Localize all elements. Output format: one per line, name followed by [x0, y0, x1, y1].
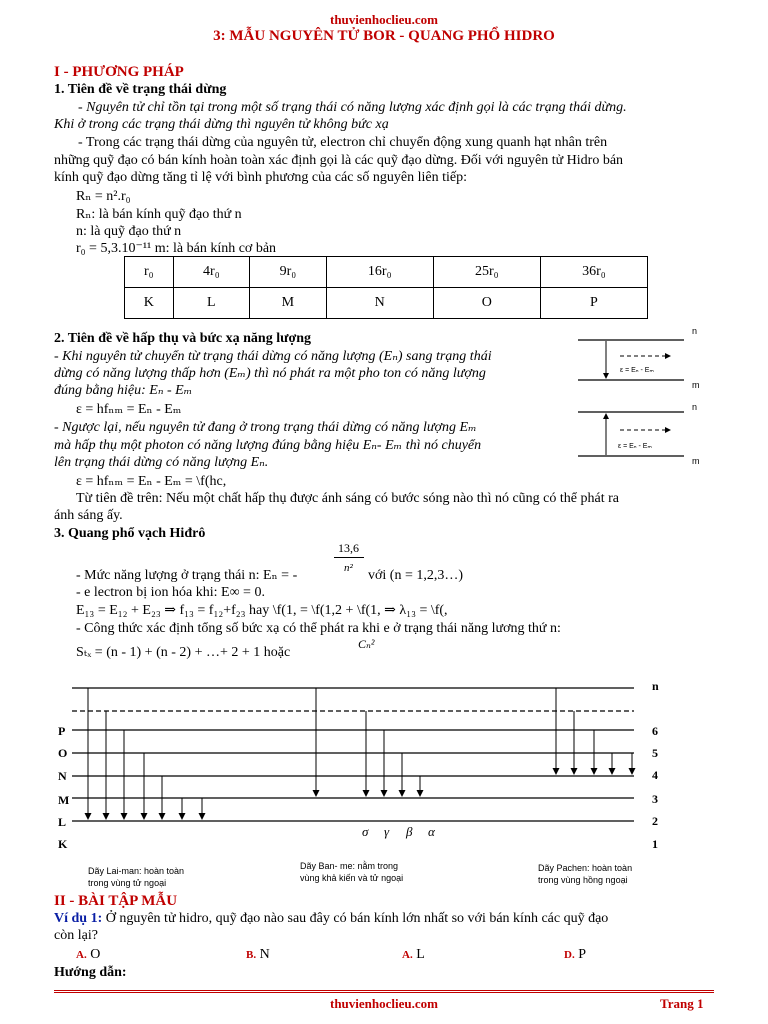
- energy-label: ε = Eₙ - Eₘ: [620, 367, 654, 374]
- fraction-bar: [334, 557, 364, 558]
- paragraph: lên trạng thái dừng có năng lượng Eₙ.: [54, 455, 269, 470]
- formula: ε = hfₙₘ = Eₙ - Eₘ = \f(hc,: [76, 474, 227, 489]
- subheading: 2. Tiên đề về hấp thụ và bức xạ năng lượng: [54, 331, 312, 346]
- table-cell: 9r₀: [250, 257, 327, 288]
- balmer-caption: Dãy Ban- me: nằm trong: [300, 861, 399, 871]
- greek-label: β: [406, 824, 413, 839]
- paragraph: còn lại?: [54, 928, 98, 943]
- table-cell: P: [540, 288, 647, 319]
- fraction-denominator: n²: [344, 562, 353, 574]
- paragraph: đúng bằng hiệu: Eₙ - Eₘ: [54, 383, 193, 398]
- paragraph: - Công thức xác định tổng số bức xạ có thể phát ra khi e ở trạng thái năng lương thứ n:: [76, 621, 561, 636]
- paragraph: dừng có năng lượng thấp hơn (Eₘ) thì nó phát ra một pho ton có năng lượng: [54, 366, 486, 381]
- table-row: [125, 257, 648, 288]
- option-key: D.: [564, 949, 575, 961]
- table-cell: 36r₀: [540, 257, 647, 288]
- greek-label: γ: [384, 824, 390, 839]
- table-row: [125, 288, 648, 319]
- paragraph: những quỹ đạo có bán kính hoàn toàn xác định gọi là các quỹ đạo dừng. Đối với nguyên tử Hidro bán: [54, 153, 624, 168]
- example-text: Ở nguyên tử hidro, quỹ đạo nào sau đây có bán kính lớn nhất so với bán kính các quỹ đạo: [102, 911, 609, 926]
- paragraph: - Ngược lại, nếu nguyên tử đang ở trong trạng thái dừng có năng lượng Eₘ: [54, 420, 477, 435]
- table-cell: K: [125, 288, 174, 319]
- level-label-right: n: [652, 679, 659, 693]
- level-label-right: 4: [652, 768, 658, 782]
- footer-site[interactable]: thuvienhoclieu.com: [330, 996, 438, 1011]
- paragraph: - e lectron bị ion hóa khi: E∞ = 0.: [76, 585, 265, 600]
- table-cell: 25r₀: [433, 257, 540, 288]
- level-label-left: L: [58, 815, 67, 829]
- level-label-left: K: [58, 837, 68, 851]
- transition-diagram: [574, 326, 710, 468]
- level-label-left: N: [58, 769, 67, 783]
- greek-label: σ: [362, 824, 369, 839]
- subheading: 3. Quang phổ vạch Hiđrô: [54, 526, 206, 541]
- orbit-table: [124, 256, 648, 319]
- paschen-caption: trong vùng hồng ngoại: [538, 875, 628, 885]
- hydrogen-spectrum-diagram: [54, 676, 714, 888]
- formula: Rₙ: là bán kính quỹ đạo thứ n: [76, 207, 242, 222]
- subheading: 1. Tiên đề về trạng thái dừng: [54, 82, 227, 97]
- paragraph: - Trong các trạng thái dừng của nguyên tử, electron chỉ chuyển động xung quanh hạt nhân trên: [78, 135, 608, 150]
- paragraph: - Khi nguyên tử chuyển từ trạng thái dừng có năng lượng (Eₙ) sang trạng thái: [54, 349, 492, 364]
- fraction-numerator: 13,6: [338, 541, 359, 555]
- paragraph: kính quỹ đạo dừng tăng tỉ lệ với bình phương của các số nguyên liên tiếp:: [54, 170, 467, 185]
- table-cell: 4r₀: [173, 257, 250, 288]
- answer-option[interactable]: [76, 946, 100, 964]
- level-label-left: M: [58, 793, 70, 807]
- footer-rule: [54, 990, 714, 993]
- example-question: [54, 910, 608, 927]
- paragraph: Khi ở trong các trạng thái dừng thì nguyên tử không bức xạ: [54, 117, 389, 132]
- table-cell: M: [250, 288, 327, 319]
- level-label-left: O: [58, 746, 68, 760]
- paragraph: mà hấp thụ một photon có năng lượng đúng bằng hiệu Eₙ- Eₘ thì nó chuyển: [54, 438, 482, 453]
- paschen-caption: Dãy Pachen: hoàn toàn: [538, 863, 633, 873]
- level-label: m: [692, 380, 700, 390]
- lyman-caption: trong vùng tử ngoại: [88, 878, 167, 888]
- answer-option[interactable]: [246, 946, 270, 964]
- page-number: Trang 1: [660, 996, 704, 1011]
- greek-label: α: [428, 824, 435, 839]
- level-label-right: 2: [652, 814, 658, 828]
- option-value: P: [578, 947, 586, 962]
- level-label: n: [692, 326, 698, 336]
- level-label: m: [692, 456, 700, 466]
- section-heading: I - PHƯƠNG PHÁP: [54, 64, 184, 80]
- energy-label: ε = Eₙ - Eₘ: [618, 443, 652, 450]
- option-key: A.: [402, 949, 413, 961]
- paragraph: Từ tiên đề trên: Nếu một chất hấp thụ được ánh sáng có bước sóng nào thì nó cũng có thể phát ra: [76, 491, 619, 506]
- option-value: N: [259, 947, 270, 962]
- level-label-left: P: [58, 724, 66, 738]
- guide-heading: Hướng dẫn:: [54, 965, 127, 980]
- option-key: B.: [246, 949, 257, 961]
- formula: n: là quỹ đạo thứ n: [76, 224, 182, 239]
- example-label: Ví dụ 1:: [54, 911, 103, 926]
- formula: Rₙ = n².r₀: [76, 189, 131, 204]
- paragraph: ánh sáng ấy.: [54, 508, 123, 523]
- paragraph: với (n = 1,2,3…): [368, 568, 464, 583]
- option-key: A.: [76, 949, 87, 961]
- table-cell: N: [326, 288, 433, 319]
- option-value: L: [416, 947, 425, 962]
- answer-option[interactable]: [402, 946, 425, 964]
- level-label-right: 1: [652, 837, 658, 851]
- table-cell: L: [173, 288, 250, 319]
- level-label-right: 5: [652, 746, 658, 760]
- formula: E₁₃ = E₁₂ + E₂₃ ⇒ f₁₃ = f₁₂+f₂₃ hay \f(1, = \f(1,2 + \f(1, ⇒ λ₁₃ = \f(,: [76, 603, 448, 618]
- balmer-caption: vùng khả kiến và tử ngoại: [300, 873, 404, 883]
- paragraph: - Nguyên tử chỉ tồn tại trong một số trạng thái có năng lượng xác định gọi là các trạng thái dừng.: [78, 100, 627, 115]
- table-cell: 16r₀: [326, 257, 433, 288]
- formula: ε = hfₙₘ = Eₙ - Eₘ: [76, 402, 182, 417]
- option-value: O: [90, 947, 101, 962]
- site-header[interactable]: thuvienhoclieu.com: [330, 12, 438, 27]
- page-title: 3: MẪU NGUYÊN TỬ BOR - QUANG PHỔ HIDRO: [213, 28, 555, 44]
- formula: r₀ = 5,3.10⁻¹¹ m: là bán kính cơ bản: [76, 241, 277, 256]
- section-heading: II - BÀI TẬP MẪU: [54, 893, 178, 909]
- level-label-right: 3: [652, 792, 658, 806]
- combination-symbol: Cₙ²: [358, 637, 375, 651]
- formula: Sₜₓ = (n - 1) + (n - 2) + …+ 2 + 1 hoặc: [76, 645, 291, 660]
- level-label-right: 6: [652, 724, 658, 738]
- paragraph: - Mức năng lượng ở trạng thái n: Eₙ = -: [76, 568, 298, 583]
- table-cell: r₀: [125, 257, 174, 288]
- lyman-caption: Dãy Lai-man: hoàn toàn: [88, 866, 185, 876]
- answer-option[interactable]: [564, 946, 586, 964]
- table-cell: O: [433, 288, 540, 319]
- level-label: n: [692, 402, 698, 412]
